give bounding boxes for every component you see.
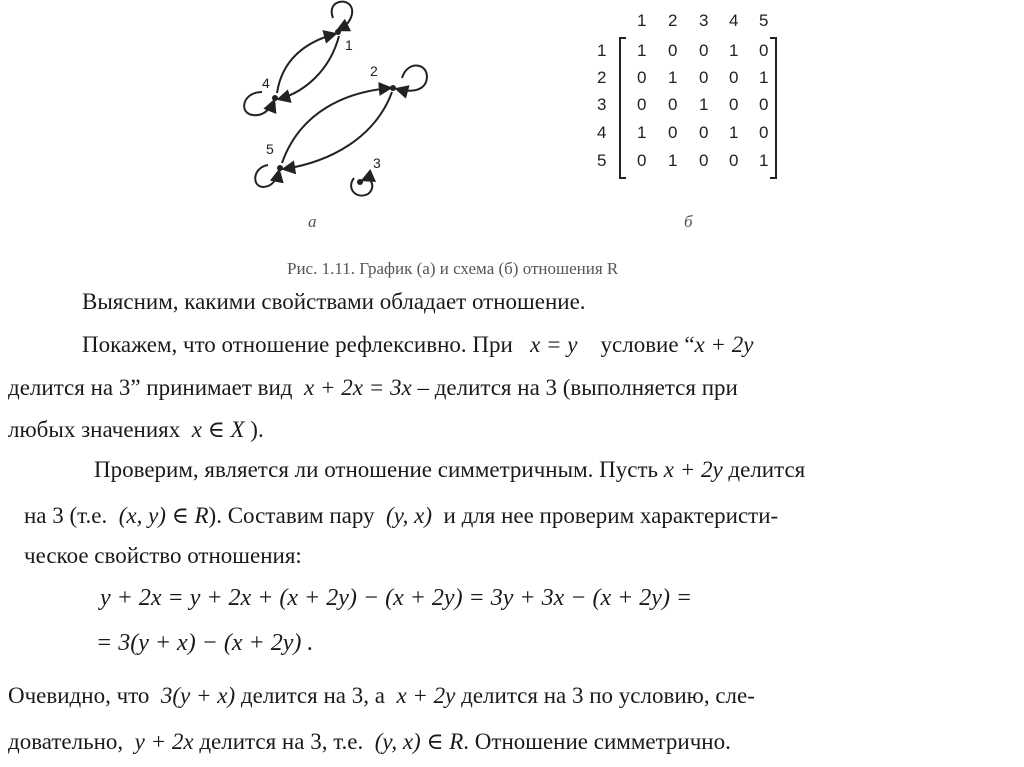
matrix-col-header: 2	[668, 11, 678, 30]
formula: x = y	[530, 332, 578, 357]
matrix-cell: 1	[668, 151, 678, 170]
matrix-row-header: 4	[597, 123, 607, 142]
matrix-cell: 0	[699, 123, 709, 142]
graph-label-2: 2	[370, 63, 378, 79]
loop-4	[244, 92, 274, 115]
figure-caption: Рис. 1.11. График (а) и схема (б) отношения R	[287, 259, 619, 278]
text-fragment: Покажем, что отношение рефлексивно. При	[82, 332, 513, 357]
formula: (y, x)	[386, 503, 433, 528]
formula: (x, y) ∈ R	[118, 503, 209, 528]
text-fragment: на 3 (т.е.	[24, 503, 108, 528]
text-fragment: – делится на 3 (выполняется при	[417, 375, 738, 400]
text-line-1: Выясним, какими свойствами обладает отношение.	[82, 289, 586, 314]
matrix-col-header: 5	[759, 11, 769, 30]
matrix-col-header: 4	[729, 11, 739, 30]
matrix-cell: 0	[668, 41, 678, 60]
matrix-cell: 1	[759, 68, 769, 87]
text-fragment: . Отношение симметрично.	[463, 729, 731, 754]
figure-sublabel-b: б	[684, 212, 693, 231]
matrix-right-bracket	[770, 38, 776, 178]
matrix-row	[637, 123, 768, 142]
text-fragment: ).	[250, 417, 264, 442]
formula: y + 2x	[134, 729, 194, 754]
text-fragment: довательно,	[8, 729, 124, 754]
matrix-row	[637, 151, 768, 170]
graph-node-2	[390, 85, 396, 91]
text-fragment: Очевидно, что	[8, 683, 150, 708]
relation-graph	[225, 0, 445, 200]
matrix-cell: 0	[759, 123, 769, 142]
matrix-cell: 1	[729, 123, 739, 142]
matrix-col-header: 3	[699, 11, 709, 30]
formula: x + 2x = 3x	[304, 375, 412, 400]
text-fragment: делится	[728, 457, 806, 482]
matrix-cell: 0	[668, 95, 678, 114]
formula: x ∈ X	[191, 417, 245, 442]
formula: x + 2y	[663, 457, 723, 482]
matrix-cell: 0	[759, 41, 769, 60]
matrix-row	[637, 41, 768, 60]
matrix-cell: 0	[637, 151, 647, 170]
matrix-cell: 0	[699, 68, 709, 87]
matrix-row-header: 3	[597, 95, 607, 114]
loop-1	[332, 2, 353, 30]
text-line-2	[82, 330, 753, 360]
matrix-cell: 1	[759, 151, 769, 170]
text-line-4	[8, 415, 264, 445]
matrix-cell: 0	[699, 41, 709, 60]
matrix-row	[637, 95, 768, 114]
graph-node-5	[277, 165, 283, 171]
text-fragment: делится на 3” принимает вид	[8, 375, 293, 400]
matrix-cell: 0	[729, 95, 739, 114]
formula: (y, x) ∈ R	[374, 729, 464, 754]
matrix-row-header: 5	[597, 151, 607, 170]
graph-label-5: 5	[266, 141, 274, 157]
matrix-cell: 0	[637, 68, 647, 87]
loop-5	[255, 165, 279, 187]
text-fragment: условие “	[600, 332, 695, 357]
relation-matrix	[585, 5, 785, 190]
matrix-left-bracket	[620, 38, 626, 178]
text-fragment: делится на 3, а	[240, 683, 385, 708]
matrix-row	[637, 68, 768, 87]
text-fragment: делится на 3 по условию, сле-	[461, 683, 755, 708]
graph-node-3	[357, 179, 363, 185]
matrix-cell: 0	[729, 68, 739, 87]
text-line-5	[94, 455, 805, 485]
matrix-cell: 0	[637, 95, 647, 114]
text-line-3	[8, 373, 738, 403]
matrix-cell: 0	[729, 151, 739, 170]
formula: 3(y + x)	[160, 683, 236, 708]
text-fragment: ). Составим пару	[208, 503, 375, 528]
matrix-col-header: 1	[637, 11, 647, 30]
graph-label-3: 3	[373, 155, 381, 171]
graph-label-1: 1	[345, 37, 353, 53]
matrix-cell: 1	[637, 123, 647, 142]
text-fragment: любых значениях	[8, 417, 181, 442]
text-fragment: Проверим, является ли отношение симметричным. Пусть	[94, 457, 658, 482]
graph-label-4: 4	[262, 75, 270, 91]
text-line-7: ческое свойство отношения:	[24, 543, 302, 568]
equation-line-2: = 3(y + x) − (x + 2y) .	[96, 630, 314, 656]
matrix-cell: 1	[729, 41, 739, 60]
matrix-cell: 1	[668, 68, 678, 87]
text-fragment: делится на 3, т.е.	[199, 729, 364, 754]
equation-line-1: y + 2x = y + 2x + (x + 2y) − (x + 2y) = 3y + 3x − (x + 2y) =	[100, 585, 693, 611]
formula: x + 2y	[396, 683, 456, 708]
text-line-6	[24, 501, 778, 531]
matrix-row-header: 1	[597, 41, 607, 60]
matrix-cell: 0	[668, 123, 678, 142]
figure-sublabel-a: а	[308, 212, 317, 231]
matrix-cell: 0	[759, 95, 769, 114]
text-line-8	[8, 681, 755, 711]
matrix-cell: 1	[637, 41, 647, 60]
graph-node-4	[272, 95, 278, 101]
text-fragment: и для нее проверим характеристи-	[443, 503, 779, 528]
matrix-row-header: 2	[597, 68, 607, 87]
matrix-cell: 0	[699, 151, 709, 170]
matrix-cell: 1	[699, 95, 709, 114]
loop-2	[397, 66, 427, 91]
text-line-9	[8, 727, 731, 757]
formula: x + 2y	[694, 332, 754, 357]
